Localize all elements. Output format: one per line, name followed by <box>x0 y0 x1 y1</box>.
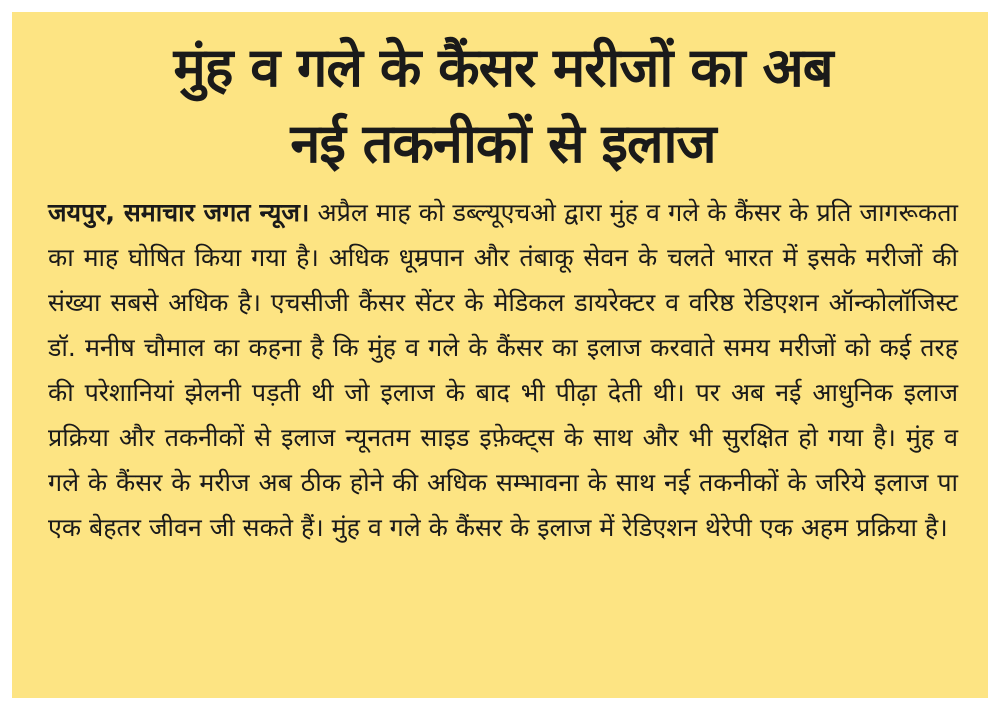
headline-line-2: नई तकनीकों से इलाज <box>290 112 716 175</box>
article-text: अप्रैल माह को डब्ल्यूएचओ द्वारा मुंह व गले के कैंसर के प्रति जागरूकता का माह घोषित किया गया है। अधिक धूम्रपान और तंबाकू सेवन के चलते भारत में इसके मरीजों की संख्या सबसे अधिक है। एचसीजी कैंसर सेंटर के मेडिकल डायरेक्टर व वरिष्ठ रेडिएशन ऑन्कोलॉजिस्ट डॉ. मनीष चौमाल का कहना है कि मुंह व गले के कैंसर का इलाज करवाते समय मरीजों को कई तरह की परेशानियां झेलनी पड़ती थी जो इलाज के बाद भी पीढ़ा देती थी। पर अब नई आधुनिक इलाज प्रक्रिया और तकनीकों से इलाज न्यूनतम साइड इफ़ेक्ट्स के साथ और भी सुरक्षित हो गया है। मुंह व गले के कैंसर के मरीज अब ठीक होने की अधिक सम्भावना के साथ नई तकनीकों के जरिये इलाज पा एक बेहतर जीवन जी सकते हैं। मुंह व गले के कैंसर के इलाज में रेडिएशन थेरेपी एक अहम प्रक्रिया है। <box>48 198 958 542</box>
dateline: जयपुर, समाचार जगत न्यूज। <box>48 198 310 227</box>
article-body <box>48 190 958 550</box>
headline <box>48 30 958 182</box>
headline-line-1: मुंह व गले के कैंसर मरीजों का अब <box>173 36 833 99</box>
newspaper-clipping <box>12 12 988 698</box>
